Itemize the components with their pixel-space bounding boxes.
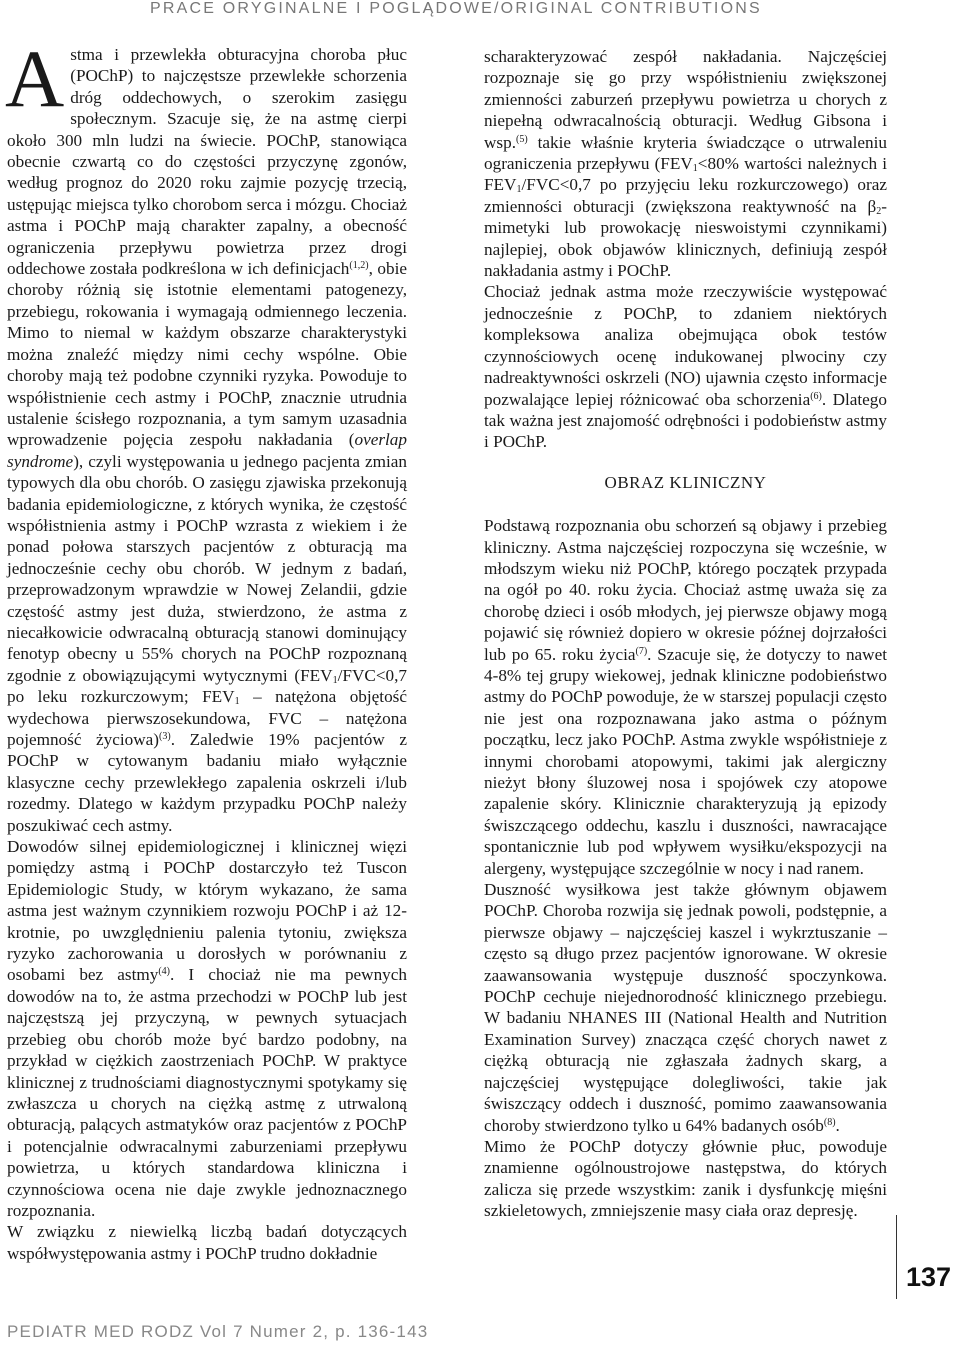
page-number: 137 [906, 1262, 952, 1292]
citation-ref: (6) [810, 390, 822, 402]
drop-cap: A [5, 33, 65, 124]
citation-ref: (4) [158, 966, 170, 978]
citation-ref: (7) [635, 645, 648, 657]
citation-ref: (8) [823, 1116, 836, 1128]
body-paragraph: scharakteryzować zespół nakładania. Najczęściej rozpoznaje się go przy współistnieniu zwiększonej zmienności zaburzeń przepływu powietrza u chorych z niepełną odwracalnością obturacji. Według Gibsona i wsp.$^{(5)}$ takie właśnie kryteria świadczące o utrwaleniu ograniczenia przepływu ($FEV_1<80\%$ wartości należnych i $FEV_1/FVC<0,7$ po przyjęciu leku rozkurczowego) oraz zmienności obturacji (zwiększona reaktywność na $\beta_2$-mimetyki lub prowokację nieswoistymi czynnikami) najlepiej, obok objawów klinicznych, definiują zespół nakładania astmy i POChP. [484, 47, 888, 281]
citation-ref: (5) [516, 133, 528, 145]
footer-citation: PEDIATR MED RODZ Vol 7 Numer 2, p. 136-143 [7, 1322, 429, 1341]
section-heading: OBRAZ KLINICZNY [604, 472, 767, 492]
body-paragraph: W związku z niewielką liczbą badań dotyczących współwystępowania astmy i POChP trudno dokładnie [7, 1222, 407, 1263]
intro-paragraph: Astma i przewlekła obturacyjna choroba płuc (POChP) to najczęstsze przewlekłe schorzenia dróg oddechowych, o szerokim zasięgu społecznym. Szacuje się, że na astmę cierpi około 300 mln ludzi na świecie. POChP, stanowiąca obecnie czwartą co do częstości przyczynę zgonów, według prognoz do 2020 roku zajmie pozycję trzecią, ustępując miejsca tylko chorobom serca i mózgu. Chociaż astma i POChP mają charakter zapalny, a obecność ograniczenia przepływu powietrza przez drogi oddechowe została podkreślona w ich definicjach$^{(1,2)}$, obie choroby różnią się istotnie elementami patogenezy, przebiegu, rokowania i wymagają odmiennego leczenia. Mimo to niemal w każdym obszarze charakterystyki można znaleźć między nimi cechy wspólne. Obie choroby mają też podobne czynniki ryzyka. Powoduje to współistnienie cech astmy i POChP, znacznie utrudnia ustalenie ścisłego rozpoznania, a tym samym uzasadnia wprowadzenie pojęcia zespołu nakładania (overlap syndrome), czyli występowania u jednego pacjenta zmian typowych dla obu chorób. O zasięgu zjawiska przekonują badania epidemiologiczne, z których wynika, że częstość współistnienia astmy i POChP wzrasta z wiekiem i że ponad połowa starszych pacjentów z obturacją ma jednocześnie cechy obu chorób. W jednym z badań, przeprowadzonym wprawdzie w Nowej Zelandii, gdzie częstość astmy jest duża, stwierdzono, że astma z niecałkowicie odwracalną obturacją stanowi dominujący fenotyp obecny u 55% chorych na POChP rozpoznaną zgodnie z obowiązującymi wytycznymi ($FEV_1/FVC<0,7$ po leku rozkurczowym; $FEV_1$ – natężona objętość wydechowa pierwszosekundowa, FVC – natężona pojemność życiowa)$^{(3)}$. Zaledwie 19% pacjentów z POChP w cytowanym badaniu miało wyłącznie klasyczne cechy przewlekłego zapalenia oskrzeli i/lub rozedmy. Dlatego w każdym przypadku POChP należy poszukiwać cech astmy. [5, 33, 407, 835]
body-paragraph: Podstawą rozpoznania obu schorzeń są objawy i przebieg kliniczny. Astma najczęściej rozpoczyna się wcześnie, w młodszym wieku niż POChP, którego początek przypada na ogół po 40. roku życia. Chociaż astmę uważa się za chorobę dzieci i osób młodych, jej pierwsze objawy mogą pojawić się również dopiero w okresie późnej dojrzałości lub po 65. roku życia$^{(7)}$. Szacuje się, że dotyczy to nawet 4-8% tej grupy wiekowej, jednak kliniczne podobieństwo astmy do POChP powoduje, że w starszej populacji często nie jest ona rozpoznawana jako astma o późnym początku, lecz jako POChP. Astma zwykle współistnieje z innymi chorobami atopowymi, takimi jak alergiczny nieżyt błony śluzowej nosa i spojówek czy atopowe zapalenie skóry. Klinicznie charakteryzują ją epizody świszczącego oddechu, kaszlu i duszności, nawracające spontanicznie lub pod wpływem wysiłku/ekspozycji na alergeny, występujące szczególnie w nocy i nad ranem. [484, 516, 887, 878]
page-number-divider [896, 1215, 897, 1299]
body-paragraph: Duszność wysiłkowa jest także głównym objawem POChP. Choroba rozwija się jednak powoli, podstępnie, a pierwsze objawy – najczęściej kaszel i wykrztuszanie – często są długo przez pacjentów ignorowane. W okresie zaawansowania występuje duszność spoczynkowa. POChP cechuje niejednorodność klinicznego przebiegu. W badaniu NHANES III (National Health and Nutrition Examination Survey) znacząca część chorych nawet z ciężką obturacją nie zgłaszała żadnych skarg, a najczęściej występujące dolegliwości, takie jak świszczący oddech i duszność, pomimo zaawansowania choroby stwierdzono tylko u 64% badanych osób$^{(8)}$. [484, 880, 887, 1135]
left-column [5, 33, 407, 1264]
body-paragraph: Mimo że POChP dotyczy głównie płuc, powoduje znamienne ogólnoustrojowe następstwa, do których zalicza się przede wszystkim: zanik i dysfunkcję mięśni szkieletowych, zmniejszenie masy ciała oraz depresję. [484, 1136, 887, 1221]
citation-ref: (1,2) [349, 260, 369, 272]
body-paragraph: Chociaż jednak astma może rzeczywiście występować jednocześnie z POChP, to zdaniem niektórych kompleksowa analiza obejmująca obok testów czynnościowych ocenę indukowanej plwociny czy nadreaktywności oskrzeli (NO) ujawnia często informacje pozwalające lepiej różnicować oba schorzenia$^{(6)}$. Dlatego tak ważna jest znajomość odrębności i podobieństw astmy i POChP. [484, 282, 887, 452]
citation-ref: (3) [159, 731, 171, 742]
right-column [484, 46, 887, 1222]
body-paragraph: Dowodów silnej epidemiologicznej i klinicznej więzi pomiędzy astmą i POChP dostarczyło też Tuscon Epidemiologic Study, w którym wykazano, że sama astma jest ważnym czynnikiem rozwoju POChP i aż 12-krotnie, po uwzględnieniu palenia tytoniu, zwiększa ryzyko zachorowania u dorosłych w porównaniu z osobami bez astmy$^{(4)}$. I chociaż nie ma pewnych dowodów na to, że astma przechodzi w POChP lub jest najczęstszą jej przyczyną, w pewnych sytuacjach przebieg obu chorób może być bardzo podobny, na przykład w ciężkich zaostrzeniach POChP. W praktyce klinicznej z trudnościami diagnostycznymi spotykamy się zwłaszcza u chorych na ciężką astmę z utrwaloną obturacją, palących astmatyków oraz pacjentów z POChP i potencjalnie odwracalnymi zaburzeniami przepływu powietrza, u których standardowa kliniczna i czynnościowa ocena nie daje zwykle jednoznacznego rozpoznania. [7, 837, 407, 1220]
overlap-term: overlap syndrome [7, 430, 407, 471]
running-head: PRACE ORYGINALNE I POGLĄDOWE/ORIGINAL CONTRIBUTIONS [150, 0, 762, 17]
